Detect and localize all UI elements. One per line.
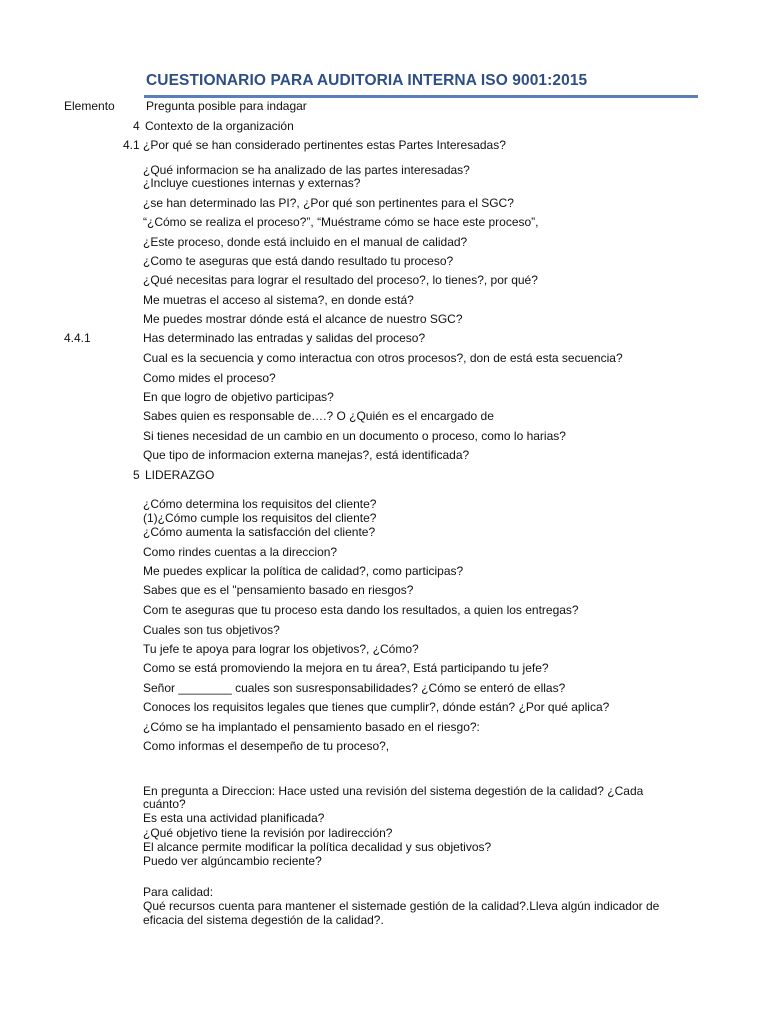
question-line: Como rindes cuentas a la direccion?: [143, 545, 338, 559]
question-line: En que logro de objetivo participas?: [143, 390, 334, 404]
question-line: Sabes quien es responsable de….? O ¿Quién es el encargado de: [143, 409, 494, 423]
section-4-1-number: 4.1: [123, 138, 140, 152]
question-line: ¿Cómo aumenta la satisfacción del cliente?: [143, 525, 376, 539]
question-line: ¿Qué informacion se ha analizado de las partes interesadas?: [143, 163, 470, 177]
section-4-number: 4: [133, 119, 140, 133]
question-line: ¿Cómo determina los requisitos del cliente?: [143, 497, 377, 511]
title-underline: [144, 95, 698, 98]
question-line: cuánto?: [143, 797, 186, 811]
question-line: Tu jefe te apoya para lograr los objetivos?, ¿Cómo?: [143, 642, 419, 656]
section-5-number: 5: [133, 468, 140, 482]
question-line: Qué recursos cuenta para mantener el sistemade gestión de la calidad?.Lleva algún indicador de: [143, 899, 660, 913]
question-line: ¿Como te aseguras que está dando resultado tu proceso?: [143, 254, 454, 268]
question-line: Como informas el desempeño de tu proceso?,: [143, 739, 390, 753]
question-line: Es esta una actividad planificada?: [143, 811, 325, 825]
question-line: ¿Incluye cuestiones internas y externas?: [143, 176, 361, 190]
question-line: ¿Cómo se ha implantado el pensamiento basado en el riesgo?:: [143, 720, 480, 734]
question-line: Me muetras el acceso al sistema?, en donde está?: [143, 293, 414, 307]
document-title: CUESTIONARIO PARA AUDITORIA INTERNA ISO 9001:2015: [146, 72, 588, 89]
question-line: Me puedes explicar la política de calidad?, como participas?: [143, 564, 464, 578]
question-line: Para calidad:: [143, 885, 214, 899]
column-header-element: Elemento: [64, 99, 115, 113]
section-4-1-question: ¿Por qué se han considerado pertinentes estas Partes Interesadas?: [143, 138, 506, 152]
question-line: eficacia del sistema degestión de la calidad?.: [143, 913, 384, 927]
question-line: Cuales son tus objetivos?: [143, 623, 280, 637]
question-line: Como se está promoviendo la mejora en tu área?, Está participando tu jefe?: [143, 661, 549, 675]
column-header-question: Pregunta posible para indagar: [146, 99, 307, 113]
question-line: Que tipo de informacion externa manejas?, está identificada?: [143, 448, 470, 462]
section-5-label: LIDERAZGO: [145, 468, 215, 482]
question-line: En pregunta a Direccion: Hace usted una revisión del sistema degestión de la calidad? ¿Cada: [143, 784, 644, 798]
question-line: El alcance permite modificar la política decalidad y sus objetivos?: [143, 840, 492, 854]
question-line: ¿Qué necesitas para lograr el resultado del proceso?, lo tienes?, por qué?: [143, 273, 538, 287]
question-line: Com te aseguras que tu proceso esta dando los resultados, a quien los entregas?: [143, 603, 579, 617]
question-line: Cual es la secuencia y como interactua con otros procesos?, don de está esta secuencia?: [143, 351, 623, 365]
question-line: Sabes que es el "pensamiento basado en riesgos?: [143, 583, 414, 597]
question-line: ¿Este proceso, donde está incluido en el manual de calidad?: [143, 235, 468, 249]
question-line: Conoces los requisitos legales que tienes que cumplir?, dónde están? ¿Por qué aplica?: [143, 700, 610, 714]
question-line: Como mides el proceso?: [143, 371, 276, 385]
question-line: Señor ________ cuales son susresponsabilidades? ¿Cómo se enteró de ellas?: [143, 681, 566, 695]
section-4-4-1-number: 4.4.1: [64, 331, 91, 345]
question-line: “¿Cómo se realiza el proceso?”, “Muéstrame cómo se hace este proceso”,: [143, 215, 539, 229]
question-line: ¿se han determinado las PI?, ¿Por qué son pertinentes para el SGC?: [143, 196, 514, 210]
question-line: Has determinado las entradas y salidas del proceso?: [143, 331, 426, 345]
question-line: Me puedes mostrar dónde está el alcance de nuestro SGC?: [143, 312, 463, 326]
question-line: ¿Qué objetivo tiene la revisión por ladirección?: [143, 826, 393, 840]
question-line: Si tienes necesidad de un cambio en un documento o proceso, como lo harias?: [143, 429, 566, 443]
section-4-label: Contexto de la organización: [145, 119, 294, 133]
question-line: (1)¿Cómo cumple los requisitos del cliente?: [143, 511, 377, 525]
question-line: Puedo ver algúncambio reciente?: [143, 854, 322, 868]
